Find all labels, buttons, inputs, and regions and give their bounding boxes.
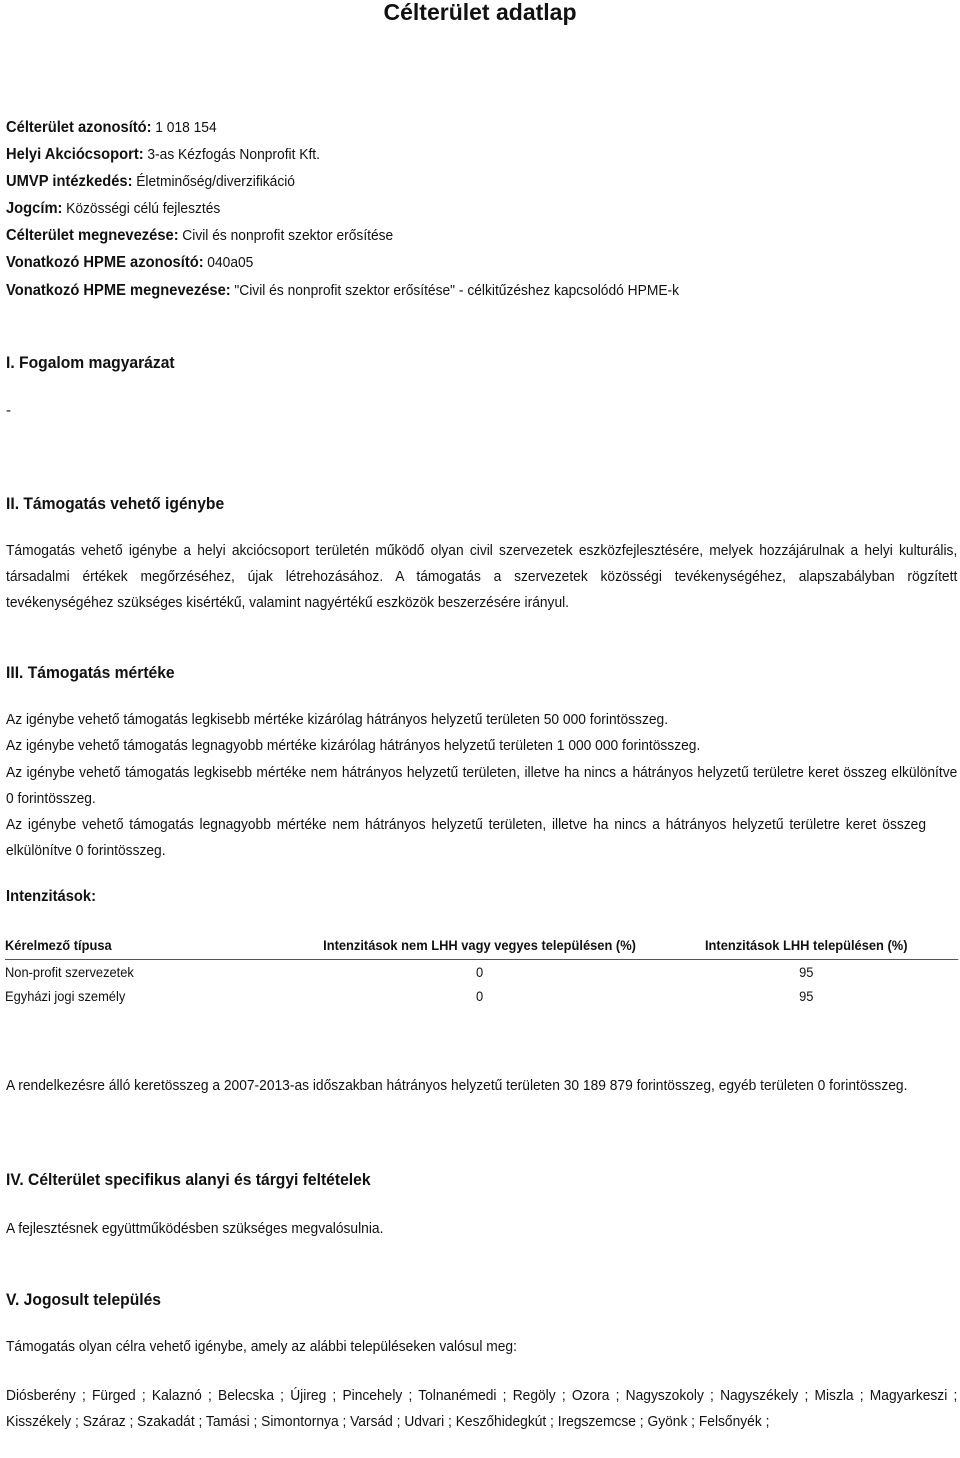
section-2-title: II. Támogatás vehető igénybe: [6, 494, 225, 513]
keret-text: A rendelkezésre álló keretösszeg a 2007-2013-as időszakban hátrányos helyzetű területen 30 189 879 forintösszeg, egyéb területen 0 forintösszeg.: [6, 1077, 908, 1094]
azonosito-label: Célterület azonosító:: [6, 119, 152, 136]
akciocsoport-value: 3-as Kézfogás Nonprofit Kft.: [147, 146, 320, 163]
hpme-azonosito-value: 040a05: [207, 254, 254, 271]
intezkedes-value: Életminőség/diverzifikáció: [136, 173, 295, 190]
section-3-line-2: Az igénybe vehető támogatás legnagyobb mértéke kizárólag hátrányos helyzetű területen 1 000 000 forintösszeg.: [6, 737, 701, 754]
column-header-nem-lhh: Intenzitások nem LHH vagy vegyes településen (%): [323, 937, 636, 953]
header-akciocsoport: [6, 144, 320, 166]
hpme-megnevezes-label: Vonatkozó HPME megnevezése:: [6, 282, 231, 299]
section-5-intro: Támogatás olyan célra vehető igénybe, amely az alábbi településeken valósul meg:: [6, 1338, 517, 1355]
header-megnevezes: [6, 225, 393, 247]
header-azonosito: [6, 117, 217, 139]
intenzitasok-title: Intenzitások:: [6, 888, 96, 905]
section-3-title: III. Támogatás mértéke: [6, 663, 175, 682]
jogcim-value: Közösségi célú fejlesztés: [66, 200, 221, 217]
section-3-line-3: Az igénybe vehető támogatás legkisebb mértéke nem hátrányos helyzetű területen, illetve ha nincs a hátrányos helyzetű területre keret összeg elkülönítve 0 forintösszeg.: [6, 764, 958, 807]
section-4-title: IV. Célterület specifikus alanyi és tárgyi feltételek: [6, 1170, 371, 1189]
section-3-line-4: Az igénybe vehető támogatás legnagyobb mértéke nem hátrányos helyzetű területen, illetve ha nincs a hátrányos helyzetű területre keret összeg elkülönítve 0 forintösszeg.: [6, 816, 926, 859]
section-4-text: A fejlesztésnek együttműködésben szükséges megvalósulnia.: [6, 1220, 384, 1237]
megnevezes-value: Civil és nonprofit szektor erősítése: [182, 227, 394, 244]
table-cell: 95: [799, 988, 814, 1004]
settlement-list: Diósberény ; Fürged ; Kalaznó ; Belecska ; Újireg ; Pincehely ; Tolnanémedi ; Regöly ; Ozora ; Nagyszokoly ; Nagyszékely ; Miszla ; Magyarkeszi ; Kisszékely ; Száraz ; Szakadát ; Tamási ; Simontornya ; Varsád ; Udvari ; Keszőhidegkút ; Iregszemcse ; Gyönk ; Felsőnyék ;: [6, 1387, 958, 1430]
table-header-row: [5, 931, 958, 960]
header-hpme-megnevezes: [6, 280, 679, 302]
hpme-azonosito-label: Vonatkozó HPME azonosító:: [6, 254, 204, 271]
table-row: [5, 984, 958, 1008]
header-jogcim: [6, 198, 220, 220]
azonosito-value: 1 018 154: [155, 119, 217, 136]
intezkedes-label: UMVP intézkedés:: [6, 173, 133, 190]
column-header-lhh: Intenzitások LHH településen (%): [704, 937, 908, 953]
header-intezkedes: [6, 171, 295, 193]
table-cell: Non-profit szervezetek: [5, 964, 134, 980]
table-cell: 0: [475, 988, 484, 1004]
table-cell: 95: [799, 964, 814, 980]
jogcim-label: Jogcím:: [6, 200, 63, 217]
column-header-kerelmezo: Kérelmező típusa: [5, 937, 112, 953]
section-1-text: -: [6, 402, 11, 419]
akciocsoport-label: Helyi Akciócsoport:: [6, 146, 144, 163]
hpme-megnevezes-value: "Civil és nonprofit szektor erősítése" - célkitűzéshez kapcsolódó HPME-k: [234, 282, 680, 299]
header-hpme-azonosito: [6, 252, 253, 274]
section-2-text: Támogatás vehető igénybe a helyi akciócsoport területén működő olyan civil szervezetek eszközfejlesztésére, melyek hozzájárulnak a helyi kulturális, társadalmi értékek megőrzéséhez, újak létrehozásához. A támogatás a szervezetek közösségi tevékenységéhez, alapszabályban rögzített tevékenységéhez szükséges kisértékű, valamint nagyértékű eszközök beszerzésére irányul.: [6, 542, 958, 611]
section-5-title: V. Jogosult település: [6, 1290, 162, 1309]
page-title: Célterület adatlap: [383, 0, 577, 25]
section-1-title: I. Fogalom magyarázat: [6, 353, 175, 372]
table-cell: Egyházi jogi személy: [5, 988, 126, 1004]
intensity-table: [5, 931, 958, 1008]
table-row: [5, 960, 958, 985]
table-cell: 0: [475, 964, 484, 980]
megnevezes-label: Célterület megnevezése:: [6, 227, 179, 244]
section-3-line-1: Az igénybe vehető támogatás legkisebb mértéke kizárólag hátrányos helyzetű területen 50 000 forintösszeg.: [6, 711, 669, 728]
